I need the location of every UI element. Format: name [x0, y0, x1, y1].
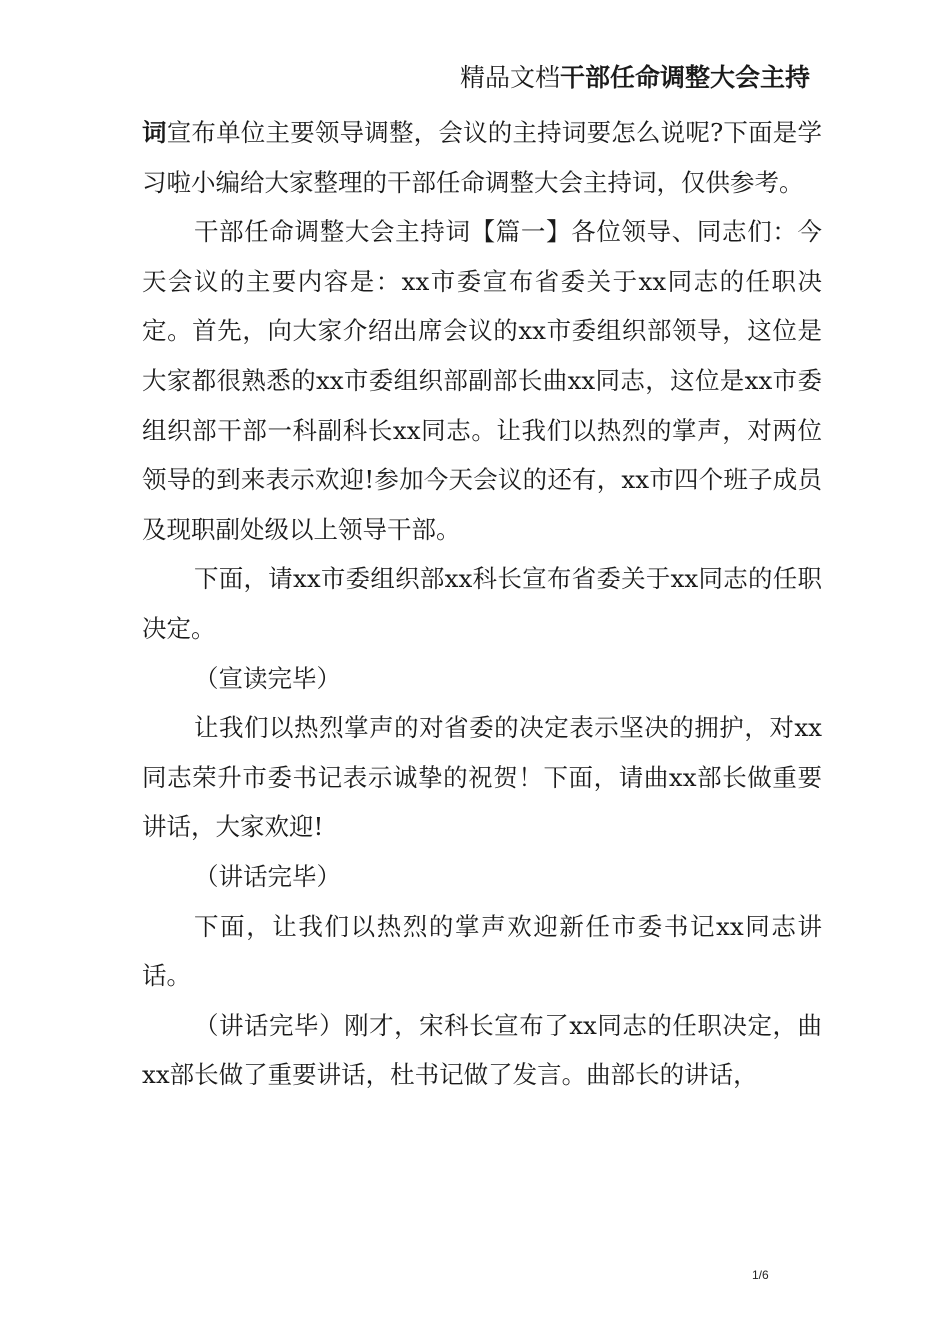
paragraph-new-secretary: 下面，让我们以热烈的掌声欢迎新任市委书记xx同志讲话。 [142, 911, 822, 991]
paragraph-opening: 干部任命调整大会主持词【篇一】各位领导、同志们：今天会议的主要内容是：xx市委宣布省委关于xx同志的任职决定。首先，向大家介绍出席会议的xx市委组织部领导，这位是大家都很熟悉的xx市委组织部副部长曲xx同志，这位是xx市委组织部干部一科副科长xx同志。让我们以热烈的掌声，对两位领导的到来表示欢迎!参加今天会议的还有，xx市四个班子成员及现职副处级以上领导干部。 [142, 217, 822, 544]
paragraph-speech-done-1: （讲话完毕） [194, 861, 341, 891]
paragraph-summary: （讲话完毕）刚才，宋科长宣布了xx同志的任职决定，曲xx部长做了重要讲话，杜书记做了发言。曲部长的讲话， [142, 1010, 822, 1090]
document-title-continuation: 词 [142, 118, 167, 147]
page-number: 1/6 [752, 1268, 769, 1282]
paragraph-applause: 让我们以热烈掌声的对省委的决定表示坚决的拥护，对xx同志荣升市委书记表示诚挚的祝贺！下面，请曲xx部长做重要讲话，大家欢迎! [142, 713, 822, 842]
paragraph-announcement: 下面，请xx市委组织部xx科长宣布省委关于xx同志的任职决定。 [142, 564, 822, 643]
intro-text: 宣布单位主要领导调整，会议的主持词要怎么说呢?下面是学习啦小编给大家整理的干部任命调整大会主持词，仅供参考。 [142, 118, 822, 197]
header-prefix: 精品文档 [459, 63, 560, 92]
document-header [0, 58, 810, 98]
document-title: 干部任命调整大会主持 [559, 63, 810, 92]
paragraph-reading-done: （宣读完毕） [194, 663, 341, 693]
intro-paragraph [142, 108, 822, 207]
document-body [142, 108, 822, 1100]
